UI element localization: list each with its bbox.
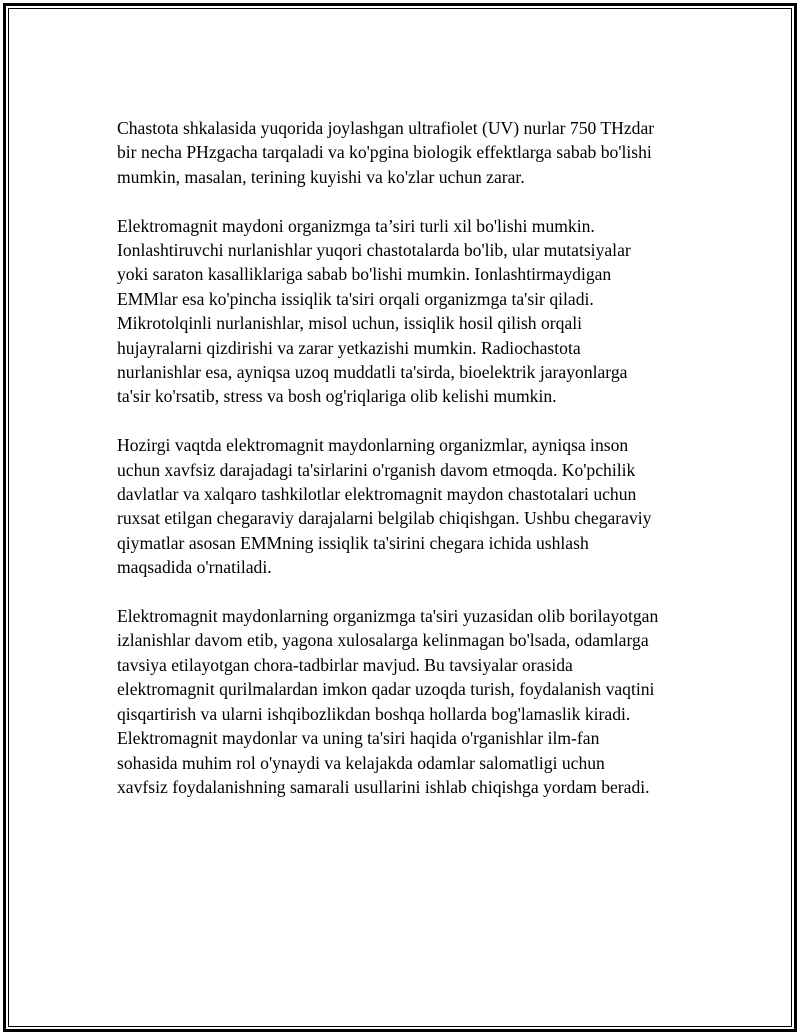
paragraph-emf-effects: Elektromagnit maydoni organizmga ta’siri turli xil bo'lishi mumkin. Ionlashtiruvchi nurlanishlar yuqori chastotalarda bo'lib, ular mutatsiyalar yoki saraton kasalliklariga sabab bo'lishi mumkin. Ionlashtirmaydigan EMMlar esa ko'pincha issiqlik ta'siri orqali organizmga ta'sir qiladi. Mikrotolqinli nurlanishlar, misol uchun, issiqlik hosil qilish orqali hujayralarni qizdirishi va zarar yetkazishi mumkin. Radiochastota nurlanishlar esa, ayniqsa uzoq muddatli ta'sirda, bioelektrik jarayonlarga ta'sir ko'rsatib, stress va bosh og'riqlariga olib kelishi mumkin. bbox=[117, 215, 631, 407]
paragraph-uv-radiation: Chastota shkalasida yuqorida joylashgan ultrafiolet (UV) nurlar 750 THzdar bir necha PHzgacha tarqaladi va ko'pgina biologik effektlarga sabab bo'lishi mumkin, masalan, terining kuyishi va ko'zlar uchun zarar. bbox=[117, 118, 655, 187]
paragraph-recommendations: Elektromagnit maydonlarning organizmga ta'siri yuzasidan olib borilayotgan izlanishlar davom etib, yagona xulosalarga kelinmagan bo'lsada, odamlarga tavsiya etilayotgan chora-tadbirlar mavjud. Bu tavsiyalar orasida elektromagnit qurilmalardan imkon qadar uzoqda turish, foydalanish vaqtini qisqartirish va ularni ishqibozlikdan boshqa hollarda bog'lamaslik kiradi. Elektromagnit maydonlar va uning ta'siri haqida o'rganishlar ilm-fan sohasida muhim rol o'ynaydi va kelajakda odamlar salomatligi uchun xavfsiz foydalanishning samarali usullarini ishlab chiqishga yordam beradi. bbox=[117, 606, 659, 797]
document-body bbox=[117, 116, 697, 824]
paragraph-safety-limits: Hozirgi vaqtda elektromagnit maydonlarning organizmlar, ayniqsa inson uchun xavfsiz darajadagi ta'sirlarini o'rganish davom etmoqda. Ko'pchilik davlatlar va xalqaro tashkilotlar elektromagnit maydon chastotalari uchun ruxsat etilgan chegaraviy darajalarni belgilab chiqishgan. Ushbu chegaraviy qiymatlar asosan EMMning issiqlik ta'sirini chegara ichida ushlash maqsadida o'rnatiladi. bbox=[117, 435, 652, 578]
